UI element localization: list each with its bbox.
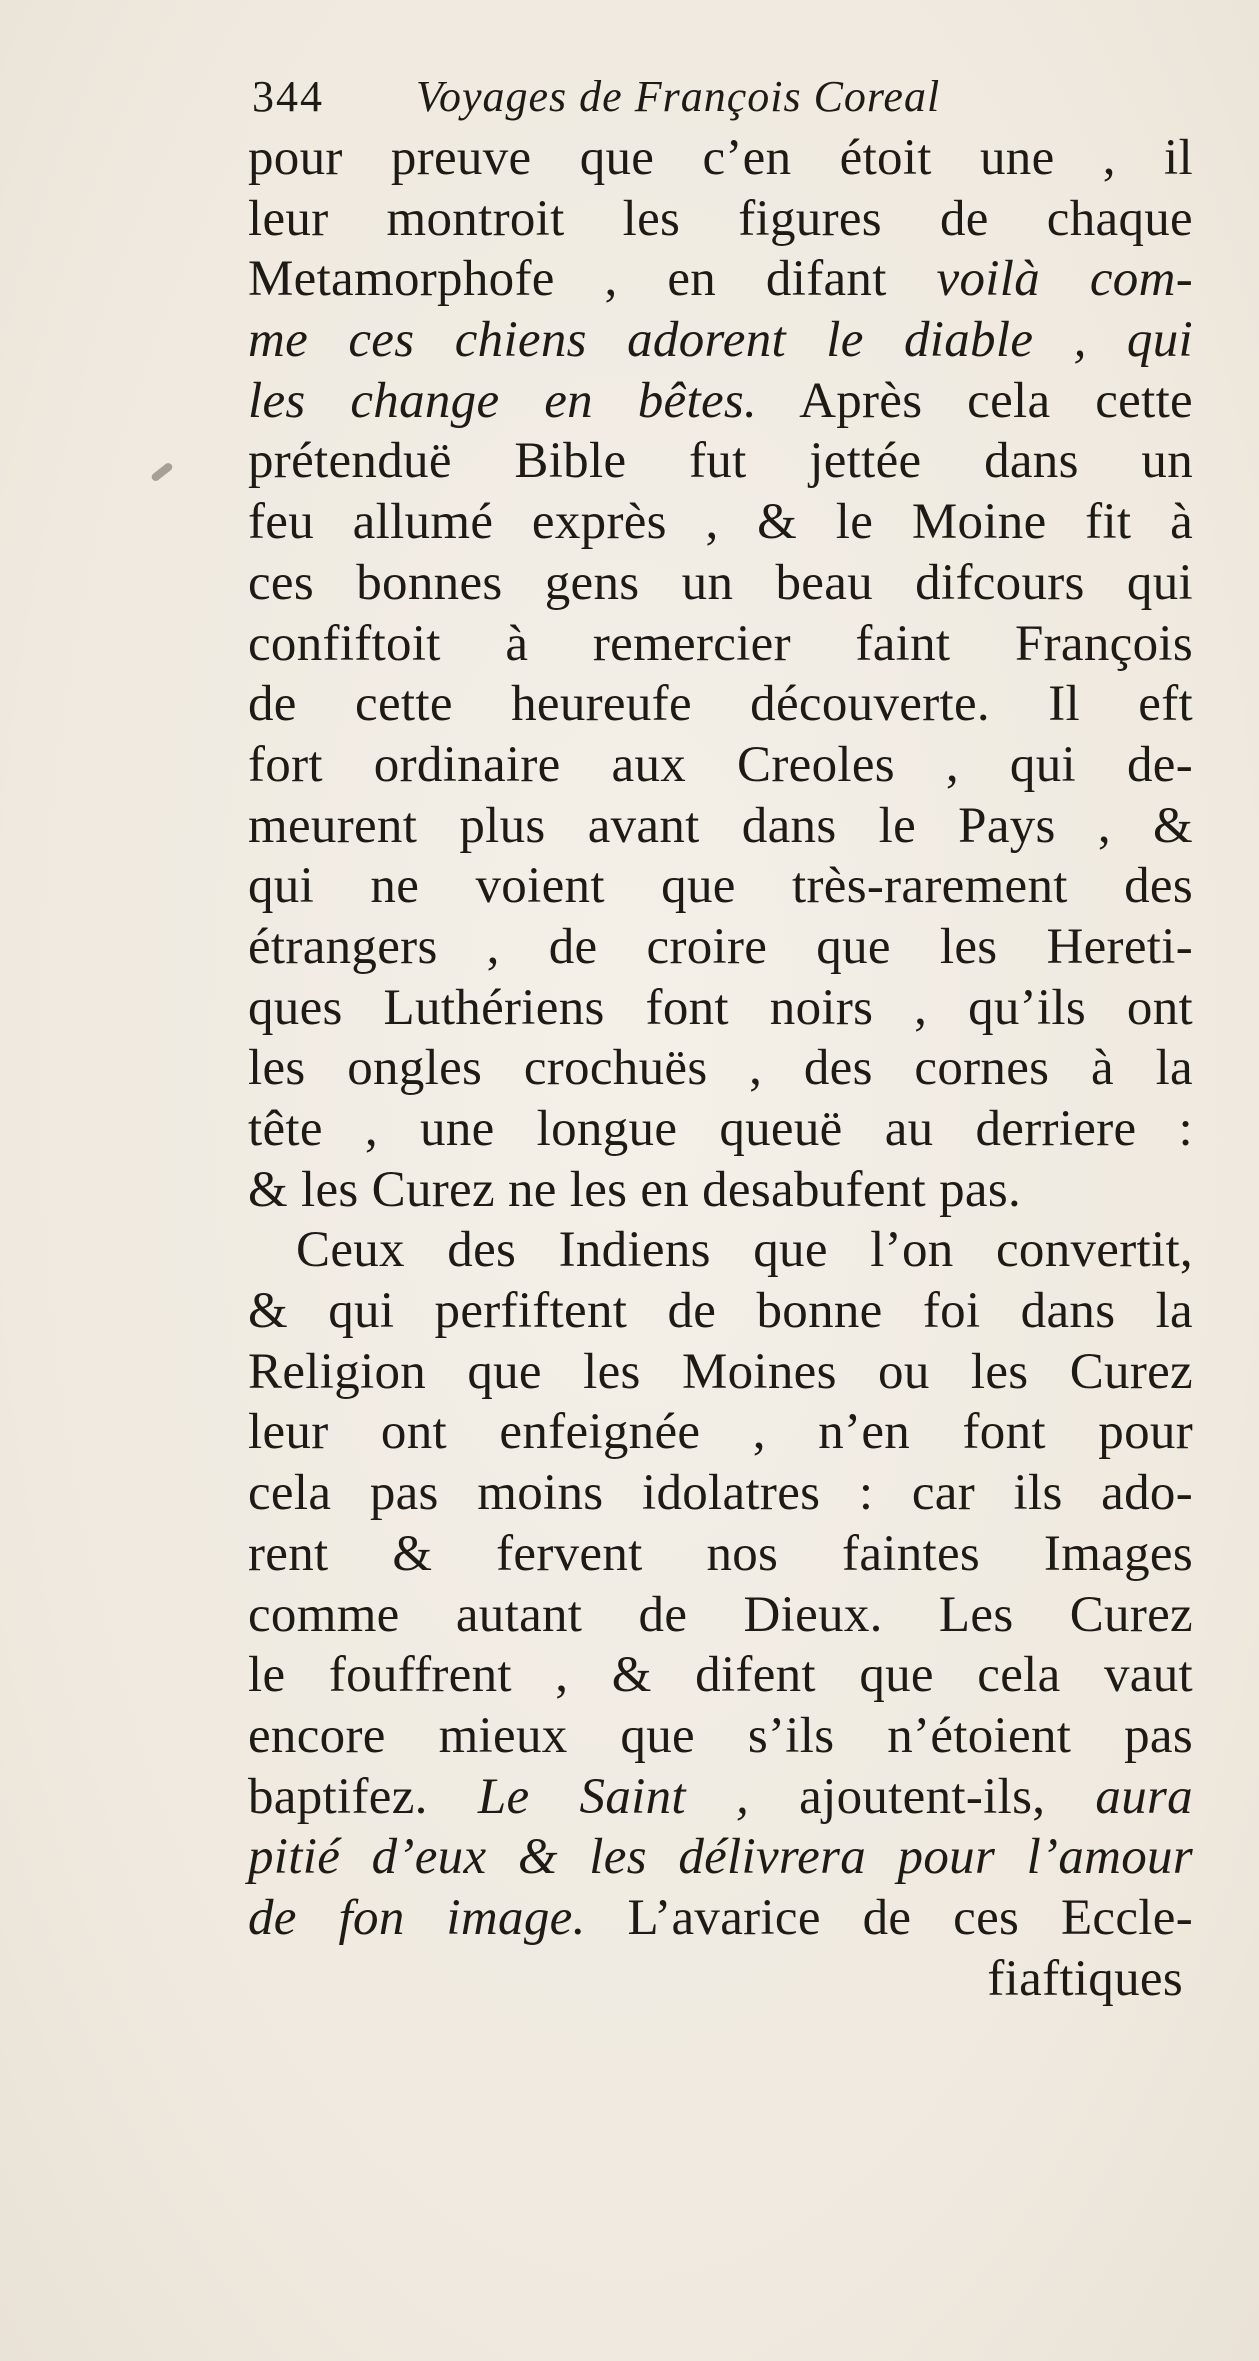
text-line-16: les ongles crochuës , des cornes à la bbox=[248, 1040, 1193, 1097]
text-line-21: Religion que les Moines ou les Curez bbox=[248, 1343, 1193, 1400]
text-line-30-roman: L’avarice de ces Eccle- bbox=[627, 1889, 1193, 1946]
text-line-18: & les Curez ne les en desabufent pas. bbox=[248, 1161, 1022, 1218]
catchword: fiaftiques bbox=[987, 1950, 1183, 2007]
text-line-3-italic: voilà com- bbox=[936, 251, 1193, 308]
running-title: Voyages de François Coreal bbox=[416, 72, 941, 121]
text-line-3 bbox=[248, 249, 1193, 310]
text-line-5-roman: Après cela cette bbox=[799, 372, 1193, 429]
text-line-26: le fouffrent , & difent que cela vaut bbox=[248, 1647, 1193, 1704]
text-line-5 bbox=[248, 371, 1193, 432]
text-line-28-start: baptifez. bbox=[248, 1768, 428, 1825]
text-line-3-roman: Metamorphofe , en difant bbox=[248, 251, 887, 308]
text-line-12: meurent plus avant dans le Pays , & bbox=[248, 797, 1193, 854]
text-line-17: tête , une longue queuë au derriere : bbox=[248, 1101, 1193, 1157]
text-line-10: de cette heureufe découverte. Il eft bbox=[248, 676, 1193, 733]
text-line-28-roman: ajoutent-ils, bbox=[799, 1768, 1046, 1825]
text-line-9: confiftoit à remercier faint François bbox=[248, 615, 1193, 672]
text-line-29: pitié d’eux & les délivrera pour l’amour bbox=[248, 1829, 1193, 1886]
text-line-24: rent & fervent nos faintes Images bbox=[248, 1525, 1193, 1582]
text-line-23: cela pas moins idolatres : car ils ado- bbox=[248, 1465, 1193, 1522]
text-line-28 bbox=[248, 1767, 1193, 1828]
margin-ink-mark bbox=[150, 461, 174, 482]
text-line-14: étrangers , de croire que les Hereti- bbox=[248, 918, 1193, 975]
text-line-6: prétenduë Bible fut jettée dans un bbox=[248, 433, 1193, 490]
page-number: 344 bbox=[252, 72, 324, 121]
text-line-11: fort ordinaire aux Creoles , qui de- bbox=[248, 736, 1193, 793]
text-line-8: ces bonnes gens un beau difcours qui bbox=[248, 554, 1193, 611]
text-line-5-italic: les change en bêtes. bbox=[248, 372, 758, 429]
text-line-2: leur montroit les figures de chaque bbox=[248, 190, 1193, 247]
text-line-20: & qui perfiftent de bonne foi dans la bbox=[248, 1283, 1193, 1340]
text-line-27: encore mieux que s’ils n’étoient pas bbox=[248, 1707, 1193, 1764]
text-line-28-italic-a: Le Saint , bbox=[477, 1768, 750, 1825]
text-line-30-italic: de fon image. bbox=[248, 1889, 586, 1946]
body-text bbox=[248, 128, 1193, 2009]
text-line-4: me ces chiens adorent le diable , qui bbox=[248, 312, 1193, 369]
text-line-13: qui ne voient que très-rarement des bbox=[248, 858, 1193, 915]
page-header bbox=[252, 62, 1152, 132]
text-line-7: feu allumé exprès , & le Moine fit à bbox=[248, 494, 1193, 551]
text-line-19: Ceux des Indiens que l’on convertit, bbox=[296, 1222, 1193, 1279]
text-line-1: pour preuve que c’en étoit une , il bbox=[248, 130, 1193, 186]
text-line-22: leur ont enfeignée , n’en font pour bbox=[248, 1404, 1193, 1461]
text-line-28-italic-c: aura bbox=[1095, 1768, 1193, 1825]
text-line-15: ques Luthériens font noirs , qu’ils ont bbox=[248, 979, 1193, 1036]
text-line-30 bbox=[248, 1888, 1193, 1949]
text-line-25: comme autant de Dieux. Les Curez bbox=[248, 1586, 1193, 1643]
